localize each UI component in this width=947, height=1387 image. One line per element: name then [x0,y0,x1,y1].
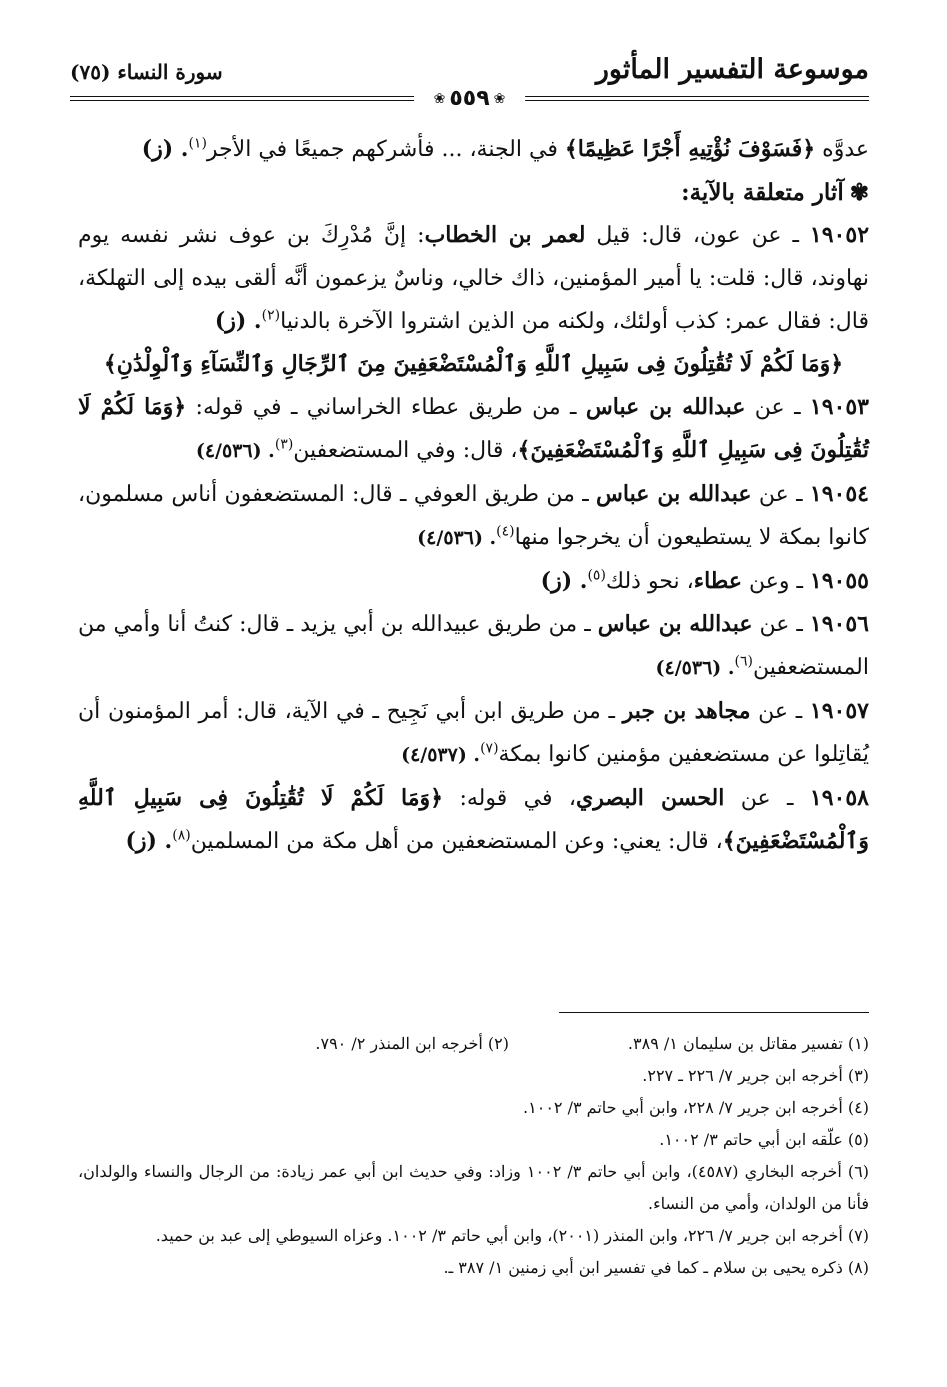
footnote-separator [559,1012,869,1013]
quran-quote: ﴿فَسَوْفَ نُؤْتِيهِ أَجْرًا عَظِيمًا﴾ [564,136,816,162]
narrator-name: الحسن البصري [576,785,725,811]
footnote-marker[interactable]: (٦) [734,653,753,670]
volume-reference: . (٤/٥٣٦) [417,527,497,549]
ornament-icon: ❀ [493,91,506,107]
athar-19054 [78,473,869,560]
athar-text: ـ عن [752,612,810,637]
athar-text: ـ عن [750,699,810,724]
footnote-row [78,1028,869,1060]
page-number: ٥٥٩ [449,86,490,111]
athar-19056 [78,603,869,690]
athar-19053 [78,386,869,473]
athar-text: ـ عن [751,482,810,507]
athar-number: ١٩٠٥٣ [809,394,869,420]
athar-number: ١٩٠٥٧ [809,698,869,724]
source-symbol: . (ز) [141,136,189,162]
athar-text: : إنَّ مُدْرِكَ بن عوف نشر نفسه يوم نهاوند، قال: قلت: يا أمير المؤمنين، ذاك خالي، وناسٌ يزعمون أنَّه ألقى بيده إلى التهلكة، قال: فقال عمر: كذب أولئك، ولكنه من الذين اشتروا الآخرة بالدنيا [78,223,869,334]
footnote-marker[interactable]: (٣) [274,436,294,453]
athar-text: ، نحو ذلك [605,569,694,594]
footnote-6: (٦) أخرجه البخاري (٤٥٨٧)، وابن أبي حاتم ٣/ ١٠٠٢ وزاد: وفي حديث ابن أبي عمر زيادة: من الرجال والنساء والولدان، فأنا من الولدان، وأمي من النساء. [78,1162,870,1213]
narrator-name: مجاهد بن جبر [622,698,751,724]
intro-text: عدوَّه [815,137,869,162]
athar-19055 [78,560,869,603]
footnote-marker[interactable]: (٥) [587,567,606,584]
athar-text: ـ عن [745,395,810,420]
narrator-name: عبدالله بن عباس [597,611,753,637]
intro-paragraph [78,128,869,171]
footnote-8: (٨) ذكره يحيى بن سلام ـ كما في تفسير ابن أبي زمنين ١/ ٣٨٧ ـ. [443,1258,869,1277]
section-heading [78,171,869,214]
footnote-marker[interactable]: (٧) [480,740,499,757]
athar-text: ، قال: وفي المستضعفين [293,438,518,463]
narrator-name: عبدالله بن عباس [585,394,746,420]
footnote-3: (٣) أخرجه ابن جرير ٧/ ٢٢٦ ـ ٢٢٧. [642,1066,869,1085]
main-text [78,128,869,863]
athar-19058 [78,777,869,863]
ayah-heading: ﴿وَمَا لَكُمْ لَا تُقَٰتِلُونَ فِى سَبِيلِ ٱللَّهِ وَٱلْمُسْتَضْعَفِينَ مِنَ ٱلرِّجَالِ وَٱلنِّسَآءِ وَٱلْوِلْدَٰنِ﴾ [103,351,844,377]
athar-number: ١٩٠٥٢ [809,222,870,248]
page-number-box [414,88,526,110]
footnote-marker[interactable]: (٨) [172,827,191,844]
athar-text: ـ عن [724,786,810,811]
footnotes [78,1028,869,1284]
quran-quote: ﴿وَمَا لَكُمْ لَا تُقَٰتِلُونَ فِى سَبِيلِ ٱللَّهِ وَٱلْمُسْتَضْعَفِينَ﴾ [78,785,869,854]
athar-number: ١٩٠٥٨ [809,785,869,811]
athar-text: ـ من طريق عطاء الخراساني ـ في قوله: [186,395,586,420]
footnote-marker[interactable]: (٤) [496,523,515,540]
footnote-4: (٤) أخرجه ابن جرير ٧/ ٢٢٨، وابن أبي حاتم ٣/ ١٠٠٢. [523,1098,869,1117]
volume-reference: . (٤/٥٣٧) [401,744,481,766]
footnote-5: (٥) علّقه ابن أبي حاتم ٣/ ١٠٠٢. [659,1130,869,1149]
footnote-marker[interactable]: (٢) [261,307,281,324]
athar-number: ١٩٠٥٦ [809,611,869,637]
quran-quote: ﴿وَمَا لَكُمْ لَا تُقَٰتِلُونَ فِى سَبِيلِ ٱللَّهِ وَٱلْمُسْتَضْعَفِينَ﴾ [78,394,869,463]
athar-text: ، في قوله: [443,786,576,811]
athar-text: ـ عن عون، قال: قيل [585,223,810,248]
narrator-name: لعمر بن الخطاب [424,222,586,248]
athar-text: ـ وعن [741,569,810,594]
narrator-name: عطاء [693,568,742,594]
athar-text: ، قال: يعني: وعن المستضعفين من أهل مكة من المسلمين [190,829,723,854]
athar-text: ـ من طريق ابن أبي نَجِيح ـ في الآية، قال: أمر المؤمنون أن يُقاتِلوا عن مستضعفين مؤمنين كانوا بمكة [78,699,869,767]
volume-reference: . (٤/٥٣٦) [655,657,735,679]
flower-icon: ✾ [849,179,869,206]
book-title: موسوعة التفسير المأثور [595,54,869,85]
source-symbol: . (ز) [540,568,588,594]
ornament-icon: ❀ [433,91,446,107]
running-header [70,48,869,111]
athar-text: ـ من طريق عبيدالله بن أبي يزيد ـ قال: كنتُ أنا وأمي من المستضعفين [78,612,869,680]
volume-reference: . (٤/٥٣٦) [195,440,275,462]
narrator-name: عبدالله بن عباس [596,481,752,507]
footnote-1: (١) تفسير مقاتل بن سليمان ١/ ٣٨٩. [627,1034,869,1053]
athar-19057 [78,690,869,777]
surah-label: سورة النساء (٧٥) [70,60,223,84]
athar-text: ـ من طريق العوفي ـ قال: المستضعفون أناس مسلمون، كانوا بمكة لا يستطيعون أن يخرجوا منها [78,482,869,550]
intro-text: في الجنة، ... فأشركهم جميعًا في الأجر [206,137,565,162]
footnote-marker[interactable]: (١) [188,135,207,152]
footnote-2: (٢) أخرجه ابن المنذر ٢/ ٧٩٠. [315,1034,509,1053]
athar-number: ١٩٠٥٥ [809,568,869,594]
source-symbol: . (ز) [214,308,262,334]
source-symbol: . (ز) [125,828,173,854]
section-heading-label: آثار متعلقة بالآية: [681,179,844,206]
athar-number: ١٩٠٥٤ [809,481,869,507]
footnote-7: (٧) أخرجه ابن جرير ٧/ ٢٢٦، وابن المنذر (٢٠٠١)، وابن أبي حاتم ٣/ ١٠٠٢. وعزاه السيوطي إلى عبد بن حميد. [155,1226,869,1245]
athar-19052 [78,214,869,343]
